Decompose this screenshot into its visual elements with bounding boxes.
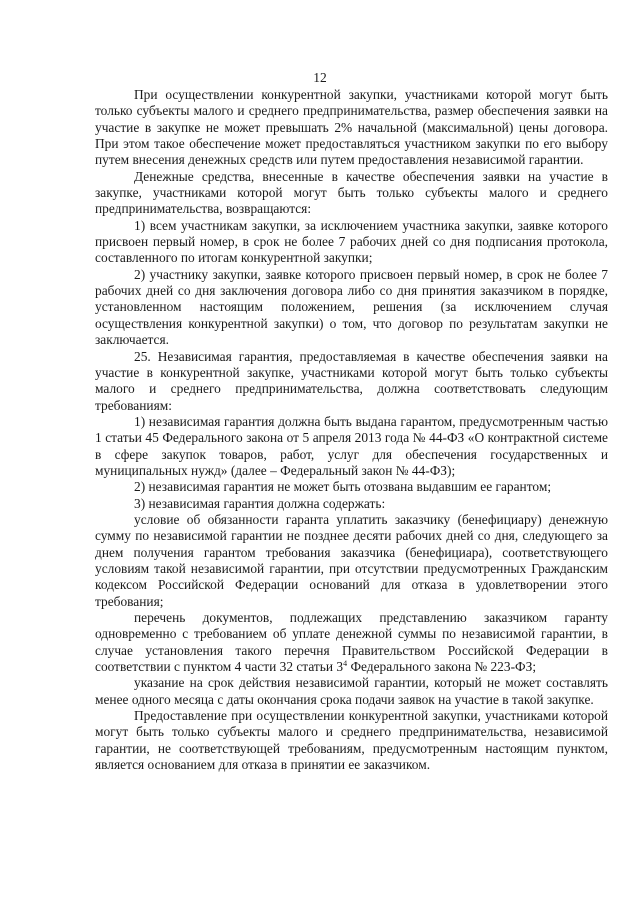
page-number: 12 — [313, 70, 327, 85]
paragraph-funds-returned: Денежные средства, внесенные в качестве обеспечения заявки на участие в закупке, участниками которой могут быть только субъекты малого и среднего предпринимательства, возвращаются: — [95, 168, 608, 217]
paragraph-item-1-return: 1) всем участникам закупки, за исключением участника закупки, заявке которого присвоен первый номер, в срок не более 7 рабочих дней со дня подписания протокола, составленного по итогам конкурентной закупки; — [95, 217, 608, 266]
paragraph-documents-list — [95, 610, 608, 675]
paragraph-guarantee-req-3: 3) независимая гарантия должна содержать: — [134, 495, 386, 511]
paragraph-clause-25: 25. Независимая гарантия, предоставляемая в качестве обеспечения заявки на участие в конкурентной закупке, участниками которой могут быть только субъекты малого и среднего предпринимательства, должна соответствовать следующим требованиям: — [95, 348, 608, 413]
documents-list-law: Федерального закона № 223-ФЗ; — [347, 659, 537, 675]
paragraph-deposit-limit: При осуществлении конкурентной закупки, участниками которой могут быть только субъекты малого и среднего предпринимательства, размер обеспечения заявки на участие в закупке не может превышать 2% начальной (максимальной) цены договора. При этом такое обеспечение может предоставляться участником закупки по его выбору путем внесения денежных средств или путем предоставления независимой гарантии. — [95, 87, 608, 168]
paragraph-guarantee-req-2: 2) независимая гарантия не может быть отозвана выдавшим ее гарантом; — [134, 479, 552, 495]
paragraph-payment-condition: условие об обязанности гаранта уплатить заказчику (бенефициару) денежную сумму по независимой гарантии не позднее десяти рабочих дней со дня, следующего за днем получения гарантом требования заказчика (бенефициара), соответствующего условиям такой независимой гарантии, при отсутствии предусмотренных Гражданским кодексом Российской Федерации оснований для отказа в удовлетворении этого требования; — [95, 511, 608, 609]
document-body — [95, 87, 608, 773]
superscript-article-number: 4 — [343, 659, 348, 669]
documents-list-text: перечень документов, подлежащих представлению заказчиком гаранту одновременно с требованием об уплате денежной суммы по независимой гарантии, в случае установления такого перечня Правительством Российской Федерации в соответствии с пунктом 4 части 32 статьи 3 — [95, 610, 608, 675]
paragraph-item-2-return: 2) участнику закупки, заявке которого присвоен первый номер, в срок не более 7 рабочих дней со дня заключения договора либо со дня принятия заказчиком в порядке, установленном настоящим положением, решения (за исключением случая осуществления конкурентной закупки) о том, что договор по результатам закупки не заключается. — [95, 266, 608, 348]
paragraph-guarantee-req-1: 1) независимая гарантия должна быть выдана гарантом, предусмотренным частью 1 статьи 45 Федерального закона от 5 апреля 2013 года № 44-ФЗ «О контрактной системе в сфере закупок товаров, работ, услуг для обеспечения государственных и муниципальных нужд» (далее – Федеральный закон № 44-ФЗ); — [95, 413, 608, 478]
paragraph-rejection-basis: Предоставление при осуществлении конкурентной закупки, участниками которой могут быть только субъекты малого и среднего предпринимательства, независимой гарантии, не соответствующей требованиям, предусмотренным настоящим пунктом, является основанием для отказа в принятии ее заказчиком. — [95, 708, 608, 773]
paragraph-validity-term: указание на срок действия независимой гарантии, который не может составлять менее одного месяца с даты окончания срока подачи заявок на участие в такой закупке. — [95, 675, 608, 707]
